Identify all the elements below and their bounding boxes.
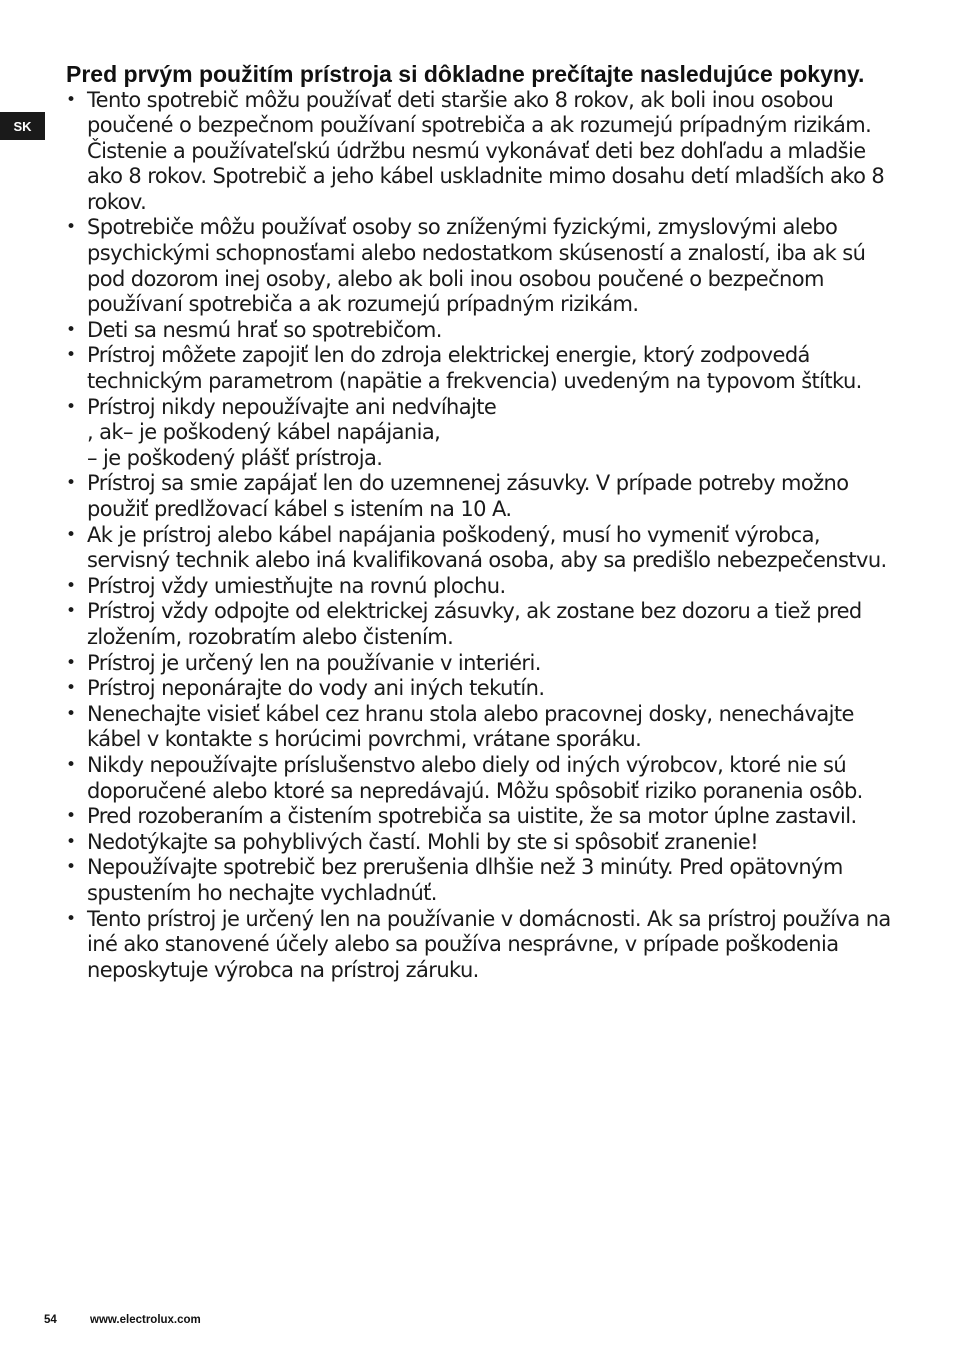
safety-instructions-list [66, 88, 906, 984]
list-item: • Prístroj neponárajte do vody ani iných tekutín. [66, 676, 906, 702]
list-item: • Prístroj môžete zapojiť len do zdroja elektrickej energie, ktorý zodpovedá technickým parametrom (napätie a frekvencia) uvedeným na typovom štítku. [66, 343, 906, 394]
list-item: • Tento spotrebič môžu používať deti staršie ako 8 rokov, ak boli inou osobou poučené o bezpečnom používaní spotrebiča a ak rozumejú prípadným rizikám. Čistenie a používateľskú údržbu nesmú vykonávať deti bez dohľadu a mladšie ako 8 rokov. Spotrebič a jeho kábel uskladnite mimo dosahu detí mladších ako 8 rokov. [66, 88, 906, 216]
page-number: 54 [44, 1314, 57, 1326]
page-heading: Pred prvým použitím prístroja si dôkladne prečítajte nasledujúce pokyny. [66, 61, 865, 87]
list-item: • Prístroj sa smie zapájať len do uzemnenej zásuvky. V prípade potreby možno použiť predlžovací kábel s istením na 10 A. [66, 471, 906, 522]
list-item: • Prístroj vždy umiestňujte na rovnú plochu. [66, 574, 906, 600]
list-item: • Pred rozoberaním a čistením spotrebiča sa uistite, že sa motor úplne zastavil. [66, 804, 906, 830]
list-item: • Prístroj nikdy nepoužívajte ani nedvíhajte , ak– je poškodený kábel napájania, – je poškodený plášť prístroja. [66, 395, 906, 472]
language-tab: SK [0, 112, 45, 140]
list-item: • Prístroj je určený len na používanie v interiéri. [66, 651, 906, 677]
footer-url: www.electrolux.com [90, 1314, 201, 1326]
list-item: • Tento prístroj je určený len na používanie v domácnosti. Ak sa prístroj používa na iné ako stanovené účely alebo sa používa nesprávne, v prípade poškodenia neposkytuje výrobca na prístroj záruku. [66, 907, 906, 984]
list-item: • Ak je prístroj alebo kábel napájania poškodený, musí ho vymeniť výrobca, servisný technik alebo iná kvalifikovaná osoba, aby sa predišlo nebezpečenstvu. [66, 523, 906, 574]
list-item: • Nikdy nepoužívajte príslušenstvo alebo diely od iných výrobcov, ktoré nie sú doporučené alebo ktoré sa nepredávajú. Môžu spôsobiť riziko poranenia osôb. [66, 753, 906, 804]
list-item: • Prístroj vždy odpojte od elektrickej zásuvky, ak zostane bez dozoru a tiež pred zložením, rozobratím alebo čistením. [66, 599, 906, 650]
list-item: • Spotrebiče môžu používať osoby so zníženými fyzickými, zmyslovými alebo psychickými schopnosťami alebo nedostatkom skúseností a znalostí, iba ak sú pod dozorom inej osoby, alebo ak boli inou osobou poučené o bezpečnom používaní spotrebiča a ak rozumejú prípadným rizikám. [66, 215, 906, 317]
page-content [66, 62, 906, 983]
page-footer [44, 1314, 201, 1326]
list-item: • Nedotýkajte sa pohyblivých častí. Mohli by ste si spôsobiť zranenie! [66, 830, 906, 856]
list-item: • Deti sa nesmú hrať so spotrebičom. [66, 318, 906, 344]
list-item: • Nenechajte visieť kábel cez hranu stola alebo pracovnej dosky, nenechávajte kábel v kontakte s horúcimi povrchmi, vrátane sporáku. [66, 702, 906, 753]
list-item: • Nepoužívajte spotrebič bez prerušenia dlhšie než 3 minúty. Pred opätovným spustením ho nechajte vychladnúť. [66, 855, 906, 906]
